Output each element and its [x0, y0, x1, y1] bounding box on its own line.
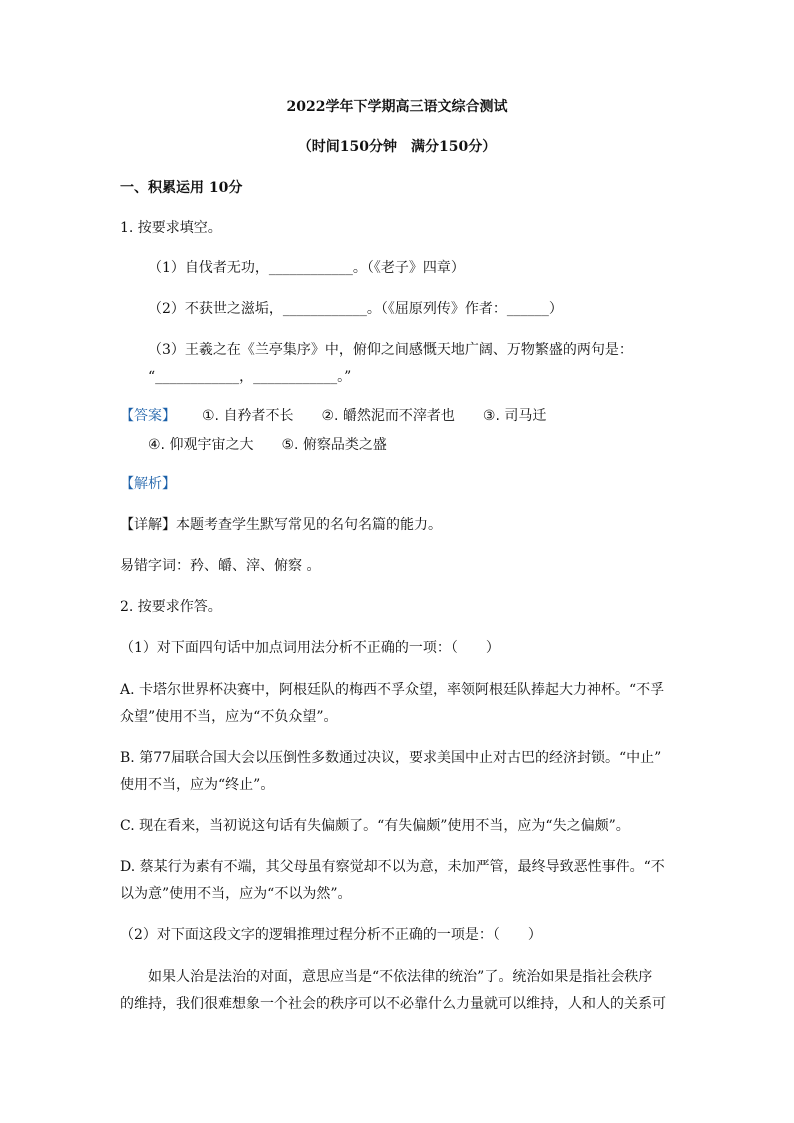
answer-line-2: ④. 仰观宇宙之大 ⑤. 俯察品类之盛 [148, 437, 387, 453]
question-1-item-3-blanks: “____________，____________。” [148, 369, 352, 385]
question-1-item-2: （2）不获世之滋垢，____________。（《屈原列传》作者：______） [148, 301, 563, 317]
question-2-sub-2: （2）对下面这段文字的逻辑推理过程分析不正确的一项是：（ ） [120, 927, 542, 943]
answer-line-1: ①. 自矜者不长 ②. 皭然泥而不滓者也 ③. 司马迁 [202, 408, 547, 424]
option-c: C. 现在看来，当初说这句话有失偏颇了。“有失偏颇”使用不当，应为“失之偏颇”。 [120, 818, 630, 834]
answer-tag: 【答案】 [120, 408, 176, 424]
question-2-sub-1: （1）对下面四句话中加点词用法分析不正确的一项：（ ） [120, 640, 500, 656]
section-heading: 一、积累运用 10分 [120, 180, 243, 196]
question-1-item-1: （1）自伐者无功，____________。（《老子》四章） [148, 260, 465, 276]
exam-time-info: （时间150分钟 满分150分） [297, 139, 497, 155]
option-d-line-2: 以为意”使用不当，应为“不以为然”。 [120, 886, 352, 902]
analysis-detail: 【详解】本题考查学生默写常见的名句名篇的能力。 [120, 517, 442, 533]
page-title: 2022学年下学期高三语文综合测试 [286, 99, 508, 115]
option-b-line-2: 使用不当，应为“终止”。 [120, 777, 275, 793]
passage-line-2: 的维持，我们很难想象一个社会的秩序可以不必靠什么力量就可以维持，人和人的关系可 [120, 996, 666, 1012]
passage-line-1: 如果人治是法治的对面，意思应当是“不依法律的统治”了。统治如果是指社会秩序 [148, 969, 653, 985]
question-1-item-3: （3）王羲之在《兰亭集序》中，俯仰之间感慨天地广阔、万物繁盛的两句是： [148, 342, 633, 358]
easy-wrong-words: 易错字词：矜、皭、滓、俯察 。 [120, 558, 321, 574]
option-d-line-1: D. 蔡某行为素有不端，其父母虽有察觉却不以为意，未加严管，最终导致恶性事件。“不 [120, 859, 665, 875]
option-a-line-1: A. 卡塔尔世界杯决赛中，阿根廷队的梅西不孚众望，率领阿根廷队捧起大力神杯。“不孚 [120, 682, 665, 698]
option-a-line-2: 众望”使用不当，应为“不负众望”。 [120, 709, 338, 725]
option-b-line-1: B. 第77届联合国大会以压倒性多数通过决议，要求美国中止对古巴的经济封锁。“中止” [120, 750, 662, 766]
question-1-stem: 1. 按要求填空。 [120, 220, 222, 236]
question-2-stem: 2. 按要求作答。 [120, 599, 222, 615]
analysis-tag: 【解析】 [120, 476, 176, 492]
